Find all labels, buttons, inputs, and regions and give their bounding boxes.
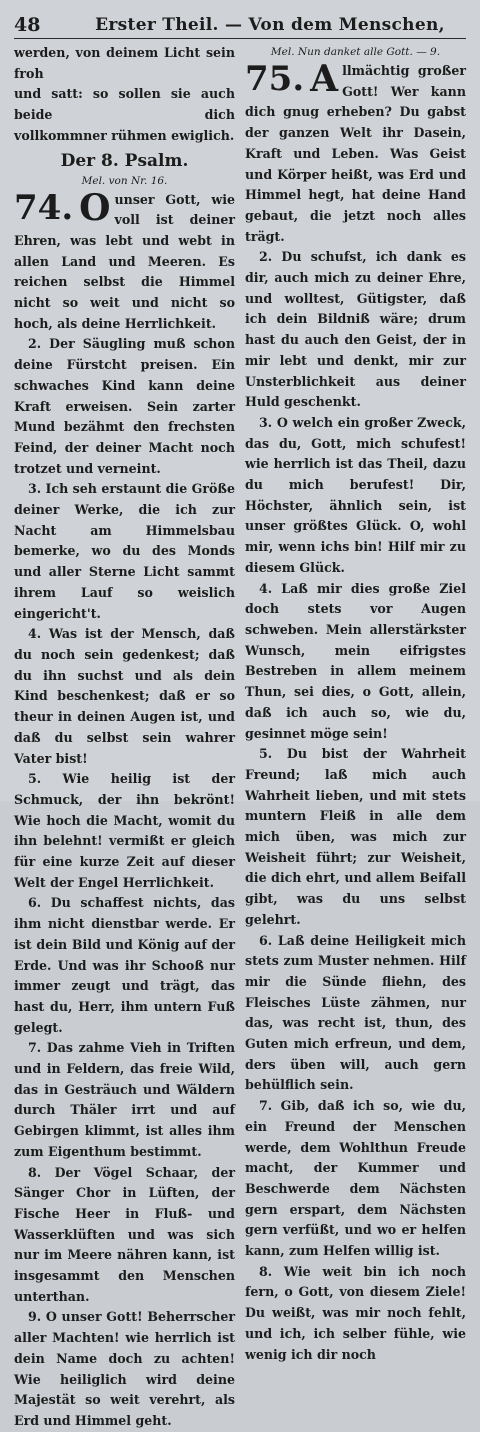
melody-reference: Mel. von Nr. 16. (81, 174, 168, 187)
hymn-74-verse: 5. Wie heilig ist der Schmuck, der ihn bekrönt! Wie hoch die Macht, womit du ihn belehnt! vermißt er gleich für eine kurze Zeit auf dieser Welt der Engel Herrlichkeit. (14, 771, 235, 890)
drop-cap: O (79, 186, 111, 229)
hymn-75-verse: 2. Du schufst, ich dank es dir, auch mich zu deiner Ehre, und wolltest, Gütigster, daß ich dein Bildniß wäre; drum hast du auch den Geist, der in mir lebt und denkt, mir zur Unsterblichkeit aus deiner Huld geschenkt. (245, 249, 466, 410)
hymn-74-verse-1 (14, 186, 235, 335)
left-column (14, 43, 235, 1432)
hymn-number: 75. (245, 59, 305, 99)
hymn-75-verse: 8. Wie weit bin ich noch fern, o Gott, von diesem Ziele! Du weißt, was mir noch fehlt, und ich, ich selber fühle, wie wenig ich dir noch (245, 1263, 466, 1362)
hymn-74-verse: 3. Ich seh erstaunt die Größe deiner Werke, die ich zur Nacht am Himmelsbau bemerke, wo du des Monds und aller Sterne Licht sammt ihrem Lauf so weislich eingericht't. (14, 481, 235, 621)
running-head: Erster Theil. — Von dem Menschen, (95, 15, 445, 35)
hymn-74-verse: 9. O unser Gott! Beherrscher aller Machten! wie herrlich ist dein Name doch zu achten! Wie heiliglich wird deine Majestät so weit verehrt, als Erd und Himmel geht. (14, 1309, 235, 1428)
continued-line: und satt: so sollen sie auch beide dich (14, 86, 235, 123)
hymn-number: 74. (14, 187, 74, 228)
hymn-75-verse: 4. Laß mir dies große Ziel doch stets vor Augen schweben. Mein allerstärkster Wunsch, mein eifrigstes Bestreben in allem meinem Thun, sei dies, o Gott, allein, daß ich auch so, wie du, gesinnet möge sein! (245, 580, 466, 741)
two-column-body (14, 43, 466, 1432)
continued-line: werden, von deinem Licht sein froh (14, 45, 235, 81)
continued-line: vollkommner rühmen ewiglich. (14, 127, 235, 143)
hymn-75-verse: 7. Gib, daß ich so, wie du, ein Freund der Menschen werde, dem Wohlthun Freude macht, der Kummer und Beschwerde dem Nächsten gern erspart, dem Nächsten gern verfüßt, und wo er helfen kann, zum Helfen willig ist. (245, 1098, 466, 1259)
right-column (245, 43, 466, 1432)
hymn-75-verse: 6. Laß deine Heiligkeit mich stets zum Muster nehmen. Hilf mir die Sünde fliehn, des Fleisches Lüste zähmen, nur das, was recht ist, thun, des Guten mich erfreun, und dem, ders üben will, auch gern behülflich sein. (245, 932, 466, 1093)
hymn-75-verse: 3. O welch ein großer Zweck, das du, Gott, mich schufest! wie herrlich ist das Theil, dazu du mich berufest! Dir, Höchster, ähnlich sein, ist unser größtes Glück. O, wohl mir, wenn ichs bin! Hilf mir zu diesem Glück. (245, 414, 466, 575)
page-number: 48 (14, 14, 41, 36)
hymn-74-verse: 6. Du schaffest nichts, das ihm nicht dienstbar werde. Er ist dein Bild und König auf der Erde. Und was ihr Schooß nur immer zeugt und trägt, das hast du, Herr, ihm untern Fuß gelegt. (14, 895, 235, 1035)
hymn-75-verse-1 (245, 58, 466, 247)
hymn-74-verse: 4. Was ist der Mensch, daß du noch sein gedenkest; daß du ihn suchst und als dein Kind beschenkest; daß er so theur in deinen Augen ist, und daß du selbst sein wahrer Vater bist! (14, 626, 235, 766)
hymn-74-verse: 2. Der Säugling muß schon deine Fürstcht preisen. Ein schwaches Kind kann deine Kraft erweisen. Sein zarter Mund bezähmt den frechsten Feind, der deiner Macht noch trotzet und verneint. (14, 336, 235, 476)
page-header (14, 14, 466, 39)
drop-cap: A (310, 58, 339, 100)
verse-text: unser Gott, wie voll ist deiner Ehren, was lebt und webt in allen Land und Meeren. Es reichen selbst die Himmel nicht so weit und nicht so hoch, als deine Herrlichkeit. (14, 191, 235, 331)
psalm-title: Der 8. Psalm. (60, 150, 189, 171)
hymn-74-verse: 8. Der Vögel Schaar, der Sänger Chor in Lüften, der Fische Heer in Fluß- und Wasserklüften und was sich nur im Meere nähren kann, ist insgesammt den Menschen unterthan. (14, 1164, 235, 1304)
hymn-75-verse: 5. Du bist der Wahrheit Freund; laß mich auch Wahrheit lieben, und mit stets muntern Fleiß in alle dem mich üben, was mich zur Weisheit führt; zur Weisheit, die dich ehrt, und allem Beifall gibt, was du uns selbst gelehrt. (245, 746, 466, 927)
verse-text: llmächtig großer Gott! Wer kann dich gnug erheben? Du gabst der ganzen Welt ihr Dasein, Kraft und Leben. Was Geist und Körper heißt, was Erd und Himmel hegt, hat deine Hand gebaut, die jetzt noch alles trägt. (245, 63, 466, 244)
melody-reference: Mel. Nun danket alle Gott. — 9. (270, 46, 441, 58)
hymn-74-verse: 7. Das zahme Vieh in Triften und in Feldern, das freie Wild, das in Gesträuch und Wäldern durch Thäler irrt und auf Gebirgen klimmt, ist alles ihm zum Eigenthum bestimmt. (14, 1040, 235, 1159)
